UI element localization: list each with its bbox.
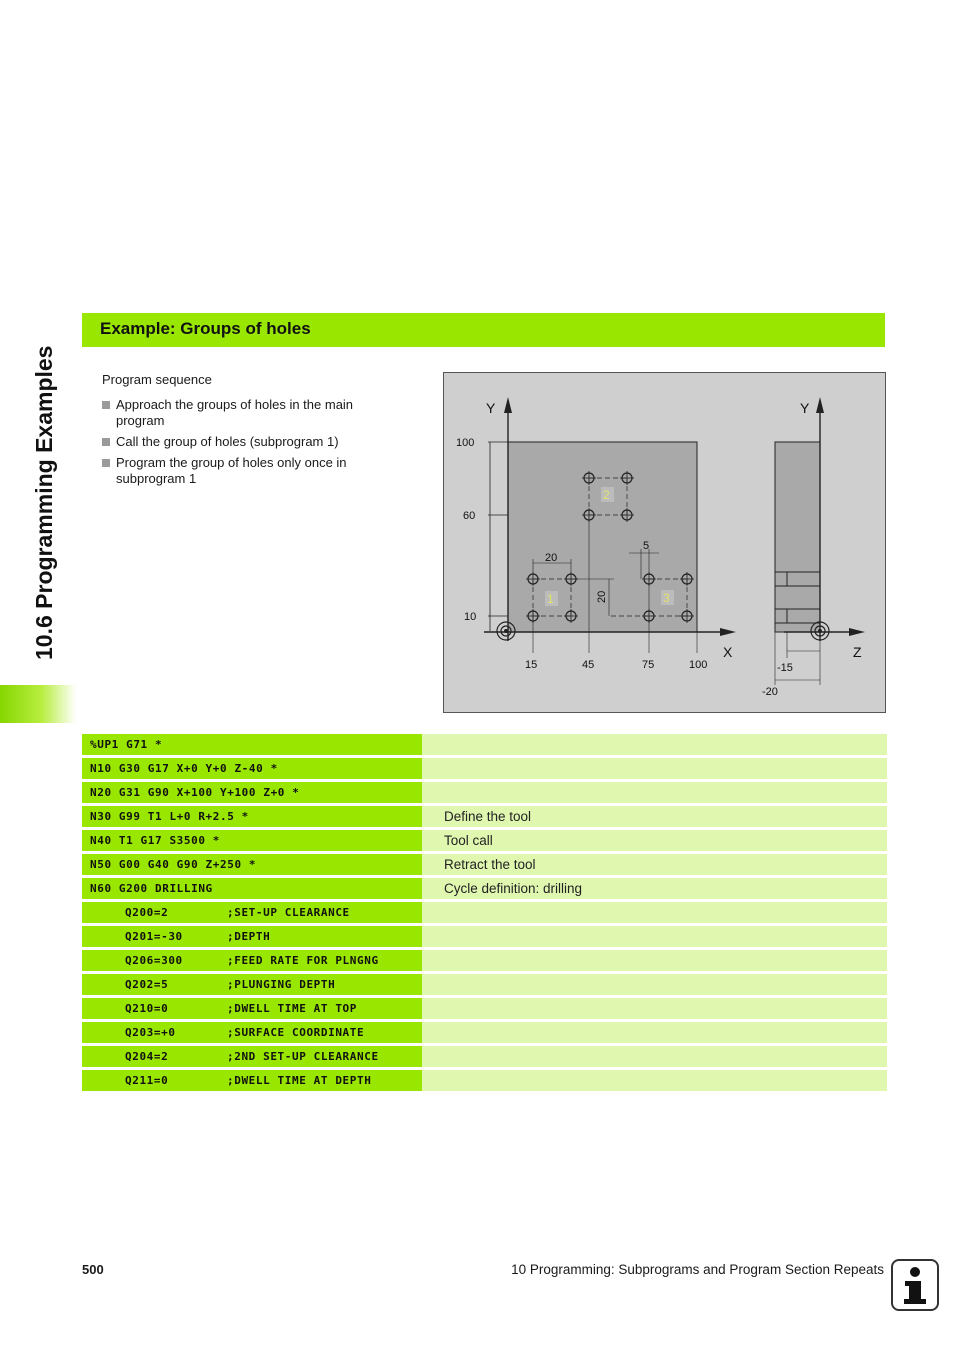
program-comment bbox=[422, 782, 887, 803]
param-row bbox=[82, 1046, 887, 1067]
sequence-label: Program sequence bbox=[102, 372, 212, 387]
x-tick-label: 75 bbox=[642, 659, 655, 671]
param-comment bbox=[422, 902, 887, 923]
z-tick-label: -20 bbox=[762, 686, 778, 698]
program-comment bbox=[422, 734, 887, 755]
param-comment bbox=[422, 1046, 887, 1067]
param-value: Q204=2 bbox=[125, 1050, 169, 1063]
param-code bbox=[82, 974, 422, 995]
x-tick-label: 100 bbox=[689, 659, 708, 671]
program-row bbox=[82, 806, 887, 827]
param-row bbox=[82, 1022, 887, 1043]
sequence-list bbox=[102, 397, 402, 487]
param-label: ;FEED RATE FOR PLNGNG bbox=[227, 954, 379, 967]
chapter-footer: 10 Programming: Subprograms and Program Section Repeats bbox=[511, 1262, 884, 1277]
param-value: Q206=300 bbox=[125, 954, 183, 967]
param-comment bbox=[422, 974, 887, 995]
axis-z-label: Z bbox=[853, 644, 862, 660]
dimension-offset: 5 bbox=[643, 540, 650, 552]
param-value: Q202=5 bbox=[125, 978, 169, 991]
program-code: N40 T1 G17 S3500 * bbox=[82, 830, 422, 851]
program-row bbox=[82, 758, 887, 779]
sequence-item: Program the group of holes only once in subprogram 1 bbox=[102, 455, 402, 487]
group-label-1: 1 bbox=[547, 592, 554, 606]
section-heading-bar bbox=[82, 313, 885, 347]
param-code bbox=[82, 1046, 422, 1067]
param-value: Q211=0 bbox=[125, 1074, 169, 1087]
param-row bbox=[82, 902, 887, 923]
param-label: ;PLUNGING DEPTH bbox=[227, 978, 336, 991]
axis-y-right-label: Y bbox=[800, 400, 810, 416]
hole-pattern-drawing bbox=[444, 373, 885, 712]
dimension-spacing-y: 20 bbox=[596, 590, 608, 603]
program-code: %UP1 G71 * bbox=[82, 734, 422, 755]
sequence-item: Call the group of holes (subprogram 1) bbox=[102, 434, 402, 450]
program-listing bbox=[82, 734, 887, 1094]
program-code: N50 G00 G40 G90 Z+250 * bbox=[82, 854, 422, 875]
section-heading: Example: Groups of holes bbox=[100, 319, 311, 338]
param-code bbox=[82, 902, 422, 923]
param-code bbox=[82, 926, 422, 947]
param-value: Q210=0 bbox=[125, 1002, 169, 1015]
param-comment bbox=[422, 926, 887, 947]
x-tick-label: 15 bbox=[525, 659, 538, 671]
program-comment: Define the tool bbox=[422, 806, 887, 827]
axis-x-label: X bbox=[723, 644, 733, 660]
dimension-spacing-x: 20 bbox=[545, 552, 558, 564]
param-label: ;SURFACE COORDINATE bbox=[227, 1026, 365, 1039]
param-label: ;SET-UP CLEARANCE bbox=[227, 906, 350, 919]
info-icon[interactable] bbox=[891, 1259, 939, 1311]
program-row bbox=[82, 878, 887, 899]
program-row bbox=[82, 830, 887, 851]
y-tick-label: 100 bbox=[456, 437, 475, 449]
param-row bbox=[82, 1070, 887, 1091]
page-number: 500 bbox=[82, 1262, 104, 1277]
program-row bbox=[82, 782, 887, 803]
intro-text bbox=[102, 372, 402, 492]
param-value: Q201=-30 bbox=[125, 930, 183, 943]
program-comment bbox=[422, 758, 887, 779]
param-label: ;DWELL TIME AT DEPTH bbox=[227, 1074, 372, 1087]
group-label-3: 3 bbox=[663, 591, 670, 605]
group-label-2: 2 bbox=[603, 488, 610, 502]
param-comment bbox=[422, 1022, 887, 1043]
param-comment bbox=[422, 998, 887, 1019]
program-row bbox=[82, 854, 887, 875]
param-code bbox=[82, 998, 422, 1019]
x-tick-label: 45 bbox=[582, 659, 595, 671]
param-value: Q203=+0 bbox=[125, 1026, 176, 1039]
param-label: ;DEPTH bbox=[227, 930, 271, 943]
param-code bbox=[82, 1070, 422, 1091]
y-tick-label: 60 bbox=[463, 510, 476, 522]
param-row bbox=[82, 926, 887, 947]
param-comment bbox=[422, 1070, 887, 1091]
param-row bbox=[82, 950, 887, 971]
side-tab-accent bbox=[0, 685, 76, 723]
program-code: N20 G31 G90 X+100 Y+100 Z+0 * bbox=[82, 782, 422, 803]
param-comment bbox=[422, 950, 887, 971]
program-code: N30 G99 T1 L+0 R+2.5 * bbox=[82, 806, 422, 827]
param-code bbox=[82, 950, 422, 971]
z-tick-label: -15 bbox=[777, 662, 793, 674]
axis-y-left-label: Y bbox=[486, 400, 496, 416]
param-label: ;DWELL TIME AT TOP bbox=[227, 1002, 358, 1015]
param-label: ;2ND SET-UP CLEARANCE bbox=[227, 1050, 379, 1063]
program-row bbox=[82, 734, 887, 755]
param-row bbox=[82, 998, 887, 1019]
program-comment: Retract the tool bbox=[422, 854, 887, 875]
y-tick-label: 10 bbox=[464, 611, 477, 623]
workpiece-side-view bbox=[775, 442, 820, 632]
chapter-side-title: 10.6 Programming Examples bbox=[31, 345, 57, 660]
hole-pattern-figure bbox=[443, 372, 886, 713]
param-value: Q200=2 bbox=[125, 906, 169, 919]
program-comment: Tool call bbox=[422, 830, 887, 851]
param-code bbox=[82, 1022, 422, 1043]
sequence-item: Approach the groups of holes in the main program bbox=[102, 397, 402, 429]
program-code: N10 G30 G17 X+0 Y+0 Z-40 * bbox=[82, 758, 422, 779]
program-code: N60 G200 DRILLING bbox=[82, 878, 422, 899]
param-row bbox=[82, 974, 887, 995]
program-comment: Cycle definition: drilling bbox=[422, 878, 887, 899]
